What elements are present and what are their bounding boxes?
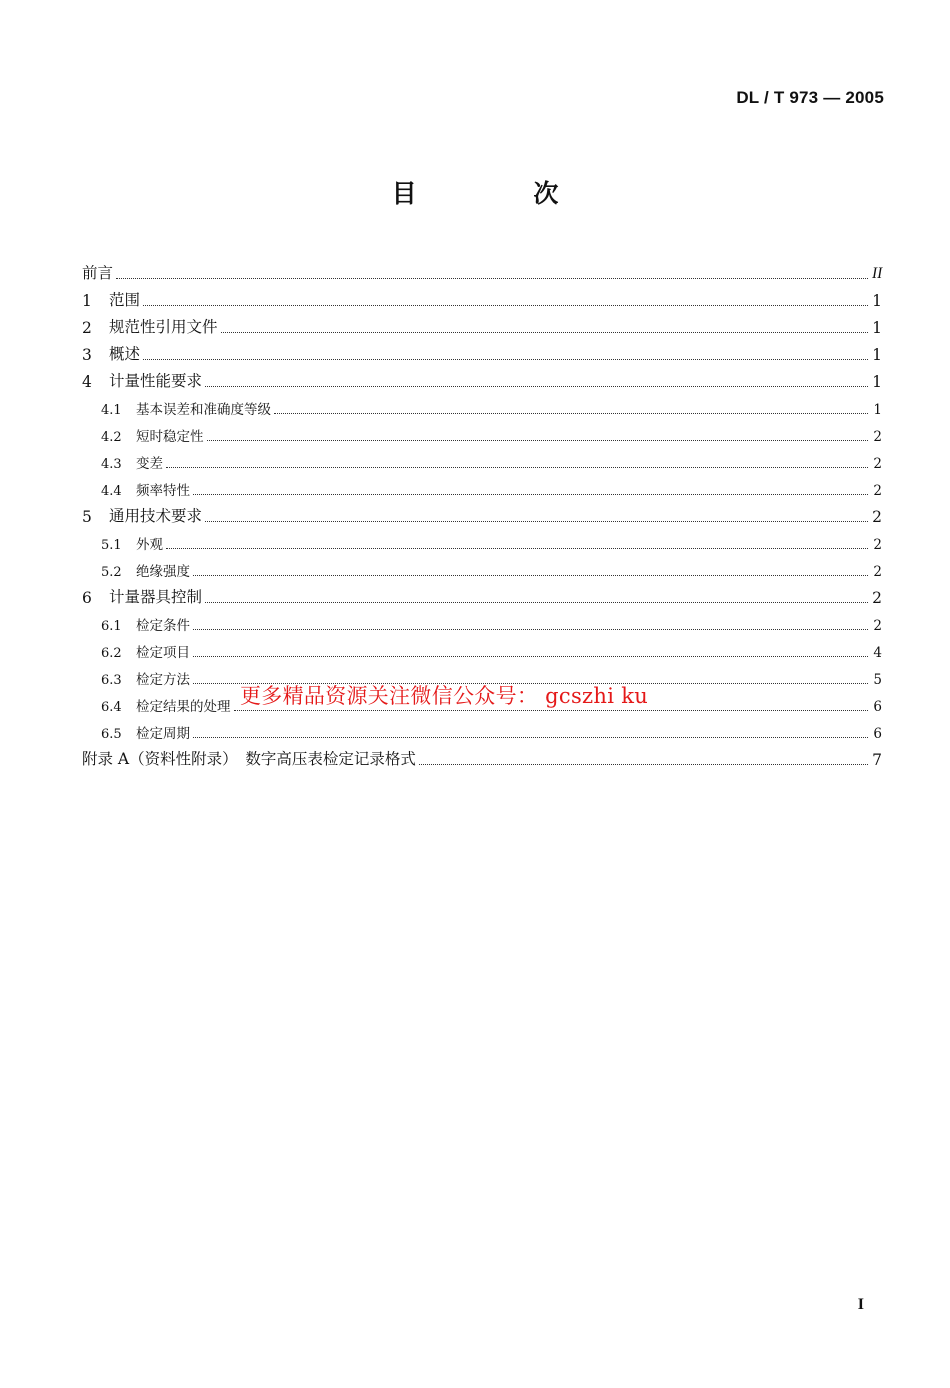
toc-entry-number: 4 xyxy=(82,373,92,391)
toc-dot-leader xyxy=(143,359,868,360)
toc-entry-label: 检定周期 xyxy=(136,726,190,742)
toc-entry-label: 前言 xyxy=(82,264,114,282)
toc-entry-label: 附录 A（资料性附录） 数字高压表检定记录格式 xyxy=(82,750,416,768)
toc-entry[interactable] xyxy=(82,447,882,474)
toc-dot-leader xyxy=(205,521,868,522)
toc-entry[interactable] xyxy=(82,717,882,744)
toc-entry[interactable] xyxy=(82,258,882,285)
toc-entry[interactable] xyxy=(82,393,882,420)
toc-entry-number: 6 xyxy=(82,589,92,607)
toc-title: 目 次 xyxy=(391,179,613,208)
toc-dot-leader xyxy=(274,413,868,414)
toc-entry-page: 1 xyxy=(872,373,882,391)
toc-entry[interactable] xyxy=(82,312,882,339)
toc-entry[interactable] xyxy=(82,501,882,528)
toc-entry-label: 计量器具控制 xyxy=(109,588,203,606)
toc-dot-leader xyxy=(207,440,869,441)
toc-entry-page: 2 xyxy=(873,618,882,634)
toc-entry-number: 6.3 xyxy=(101,673,122,688)
toc-entry-label: 范围 xyxy=(109,291,141,309)
toc-entry[interactable] xyxy=(82,744,882,771)
toc-entry-number: 5.1 xyxy=(101,538,122,553)
document-code: DL / T 973 — 2005 xyxy=(736,88,884,107)
toc-dot-leader xyxy=(234,710,869,711)
toc-entry-number: 4.2 xyxy=(101,430,122,445)
toc-entry-page: 1 xyxy=(873,402,882,418)
toc-dot-leader xyxy=(205,386,868,387)
toc-entry-page: 1 xyxy=(872,346,882,364)
toc-entry-page: 1 xyxy=(872,292,882,310)
toc-entry-number: 4.3 xyxy=(101,457,122,472)
toc-entry-page: 1 xyxy=(872,319,882,337)
toc-entry-label: 检定项目 xyxy=(136,645,190,661)
toc-entry[interactable] xyxy=(82,555,882,582)
toc-entry-label: 规范性引用文件 xyxy=(109,318,218,336)
toc-dot-leader xyxy=(193,629,868,630)
toc-dot-leader xyxy=(143,305,868,306)
toc-entry-page: II xyxy=(872,265,883,282)
toc-entry-label: 短时稳定性 xyxy=(136,429,204,445)
toc-entry-label: 检定条件 xyxy=(136,618,190,634)
toc-entry-number: 3 xyxy=(82,346,92,364)
toc-entry-label: 概述 xyxy=(109,345,141,363)
toc-entry-page: 2 xyxy=(873,483,882,499)
toc-entry-page: 2 xyxy=(873,429,882,445)
toc-entry[interactable] xyxy=(82,366,882,393)
toc-entry-page: 7 xyxy=(872,751,882,769)
toc-entry-page: 6 xyxy=(873,699,882,715)
toc-entry-label: 通用技术要求 xyxy=(109,507,203,525)
toc-entry-label: 检定方法 xyxy=(136,672,190,688)
toc-dot-leader xyxy=(205,602,868,603)
toc-entry-page: 6 xyxy=(873,726,882,742)
toc-entry-page: 2 xyxy=(872,508,882,526)
toc-entry-label: 频率特性 xyxy=(136,483,190,499)
toc-dot-leader xyxy=(116,278,868,279)
toc-dot-leader xyxy=(193,575,868,576)
toc-dot-leader xyxy=(193,737,868,738)
toc-dot-leader xyxy=(221,332,868,333)
toc-entry-page: 5 xyxy=(873,672,882,688)
toc-entry-number: 6.2 xyxy=(101,646,122,661)
toc-entry-number: 6.5 xyxy=(101,727,122,742)
toc-entry-label: 外观 xyxy=(136,537,163,553)
toc-entry[interactable] xyxy=(82,609,882,636)
toc-entry[interactable] xyxy=(82,636,882,663)
toc-entry[interactable] xyxy=(82,528,882,555)
toc-dot-leader xyxy=(419,764,868,765)
toc-entry-number: 5.2 xyxy=(101,565,122,580)
toc-entry-page: 2 xyxy=(873,537,882,553)
toc-entry-page: 2 xyxy=(873,564,882,580)
toc-entry-number: 6.4 xyxy=(101,700,122,715)
toc-entry[interactable] xyxy=(82,420,882,447)
toc-entry[interactable] xyxy=(82,285,882,312)
toc-entry-label: 基本误差和准确度等级 xyxy=(136,402,271,418)
toc-entry-page: 4 xyxy=(873,645,882,661)
toc-dot-leader xyxy=(193,656,868,657)
toc-entry-label: 计量性能要求 xyxy=(109,372,203,390)
toc-entry-number: 4.1 xyxy=(101,403,122,418)
toc-entry-label: 变差 xyxy=(136,456,163,472)
toc-dot-leader xyxy=(193,494,868,495)
toc-entry[interactable] xyxy=(82,339,882,366)
toc-entry-number: 1 xyxy=(82,292,92,310)
toc-entry[interactable] xyxy=(82,474,882,501)
toc-entry-number: 2 xyxy=(82,319,92,337)
toc-entry-number: 6.1 xyxy=(101,619,122,634)
toc-entry-label: 绝缘强度 xyxy=(136,564,190,580)
watermark-text: 更多精品资源关注微信公众号： gcszhi ku xyxy=(240,684,649,708)
toc-entry-page: 2 xyxy=(872,589,882,607)
toc-entry-label: 检定结果的处理 xyxy=(136,699,231,715)
toc-entry-page: 2 xyxy=(873,456,882,472)
toc-dot-leader xyxy=(166,467,868,468)
toc-entry-number: 5 xyxy=(82,508,92,526)
toc-entry[interactable] xyxy=(82,582,882,609)
toc-entry-number: 4.4 xyxy=(101,484,122,499)
toc-dot-leader xyxy=(166,548,868,549)
page-number: I xyxy=(857,1296,864,1313)
